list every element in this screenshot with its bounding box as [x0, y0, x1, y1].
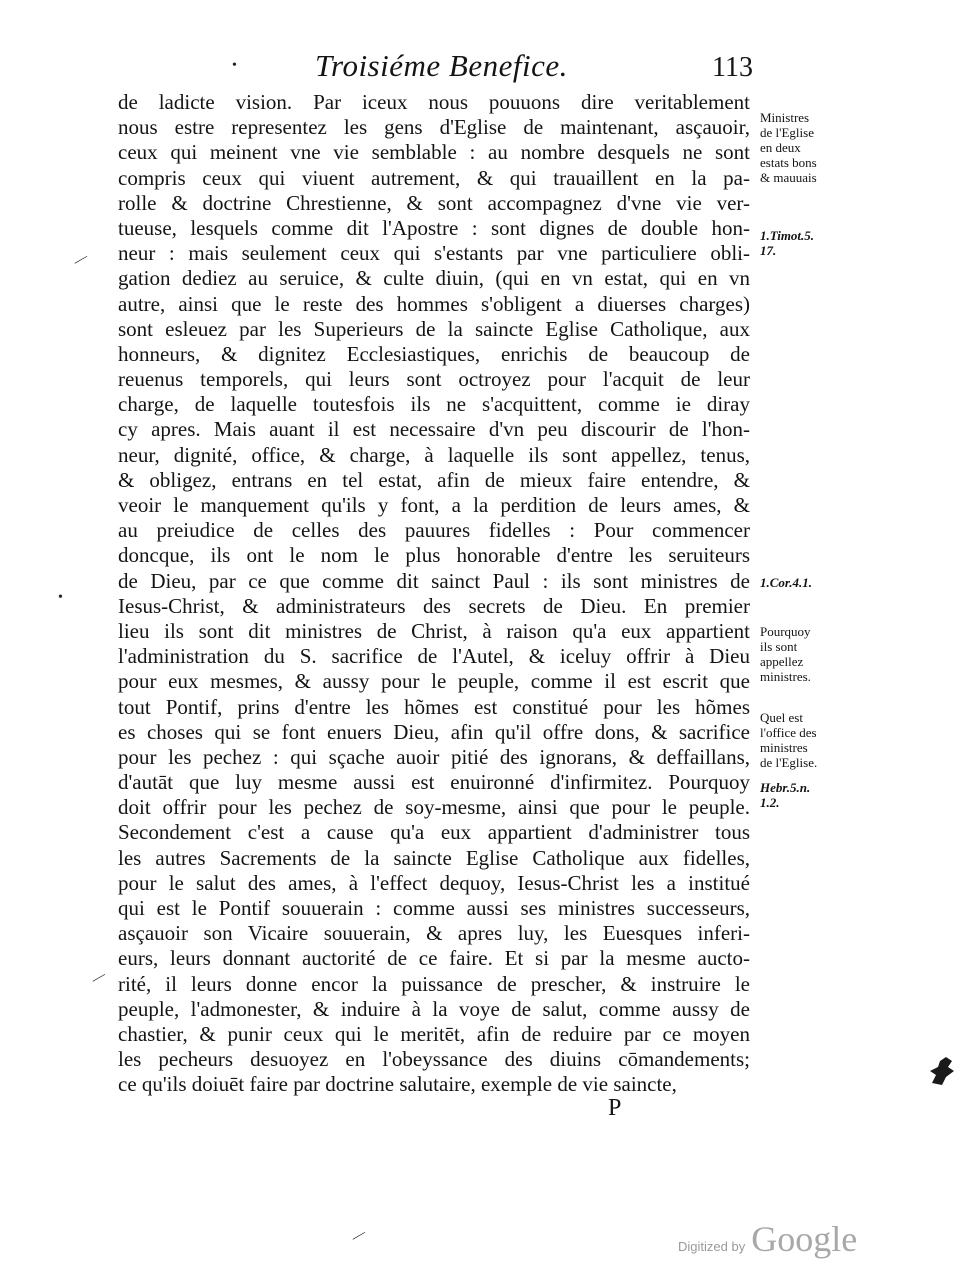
- margin-note-ministres-eglise: Ministres de l'Eglise en deux estats bons & mauuais: [760, 110, 817, 185]
- text-line: eurs, leurs donnant auctorité de ce faire. Et si par la mesme aucto-: [118, 946, 750, 971]
- text-line: charge, de laquelle toutesfois ils ne s'acquittent, comme ie diray: [118, 392, 750, 417]
- text-line: au preiudice de celles des pauures fidelles : Pour commencer: [118, 518, 750, 543]
- text-line: doit offrir pour les pechez de soy-mesme, ainsi que pour le peuple.: [118, 795, 750, 820]
- dash-mark: —: [88, 967, 109, 988]
- text-line: nous estre representez les gens d'Eglise de maintenant, asçauoir,: [118, 115, 750, 140]
- text-line: tout Pontif, prins d'entre les hõmes est constitué pour les hõmes: [118, 694, 750, 719]
- text-line: cy apres. Mais auant il est necessaire d'vn peu discourir de l'hon-: [118, 417, 750, 442]
- dot-mark: •: [232, 58, 237, 73]
- text-line: l'administration du S. sacrifice de l'Autel, & iceluy offrir à Dieu: [118, 644, 750, 669]
- text-line: sont esleuez par les Superieurs de la saincte Eglise Catholique, aux: [118, 316, 750, 341]
- margin-note-ref-timot: 1.Timot.5. 17.: [760, 228, 815, 258]
- text-line: les autres Sacrements de la saincte Eglise Catholique aux fidelles,: [118, 845, 750, 870]
- text-line: de Dieu, par ce que comme dit sainct Paul : ils sont ministres de: [118, 568, 750, 593]
- text-line: pour le salut des ames, à l'effect dequoy, Iesus-Christ les a institué: [118, 870, 750, 895]
- text-line: qui est le Pontif souuerain : comme aussi ses ministres successeurs,: [118, 896, 750, 920]
- dot-mark: •: [58, 590, 63, 605]
- text-line: neur : mais seulement ceux qui s'estants par vne particuliere obli-: [118, 241, 750, 266]
- text-line: & obligez, entrans en tel estat, afin de mieux faire entendre, &: [118, 467, 750, 492]
- text-line: rité, il leurs donne encor la puissance de prescher, & instruire le: [118, 971, 750, 996]
- margin-note-ref-hebr: Hebr.5.n. 1.2.: [760, 780, 811, 810]
- margin-note-ref-cor: 1.Cor.4.1.: [760, 575, 813, 590]
- digitized-watermark: [678, 1218, 857, 1260]
- text-line: honneurs, & dignitez Ecclesiastiques, enrichis de beaucoup de: [118, 341, 750, 366]
- running-title: Troisiéme Benefice.: [315, 48, 568, 83]
- text-line: compris ceux qui viuent autrement, & qui trauaillent en la pa-: [118, 165, 750, 190]
- text-line: es choses qui se font enuers Dieu, afin qu'il offre dons, & sacrifice: [118, 719, 750, 744]
- dash-mark: —: [70, 249, 91, 270]
- page-header: [0, 44, 967, 90]
- margin-note-quel-office: Quel est l'office des ministres de l'Eglise.: [760, 710, 818, 770]
- body-text: [118, 90, 750, 1098]
- text-line: gation dediez au seruice, & culte diuin, (qui en vn estat, qui en vn: [118, 266, 750, 291]
- text-line: autre, ainsi que le reste des hommes s'obligent a diuerses charges): [118, 291, 750, 316]
- text-line: peuple, l'admonester, & induire à la voye de salut, comme aussy de: [118, 996, 750, 1021]
- text-line: veoir le manquement qu'ils y font, a la perdition de leurs ames, &: [118, 493, 750, 517]
- page-number: 113: [712, 52, 753, 83]
- signature-mark: P: [608, 1095, 622, 1121]
- margin-note-pourquoy: Pourquoy ils sont appellez ministres.: [760, 624, 811, 684]
- text-line: Secondement c'est a cause qu'a eux appartient d'administrer tous: [118, 820, 750, 845]
- text-line: rolle & doctrine Chrestienne, & sont accompagnez d'vne vie ver-: [118, 190, 750, 215]
- text-line: d'autāt que luy mesme aussi est enuironné d'infirmitez. Pourquoy: [118, 770, 750, 795]
- text-line: chastier, & punir ceux qui le meritēt, afin de reduire par ce moyen: [118, 1021, 750, 1046]
- text-line: ce qu'ils doiuēt faire par doctrine salutaire, exemple de vie saincte,: [118, 1072, 677, 1097]
- text-line: ceux qui meinent vne vie semblable : au nombre desquels ne sont: [118, 140, 750, 165]
- text-line: doncque, ils ont le nom le plus honorable d'entre les seruiteurs: [118, 543, 750, 568]
- text-line: Iesus-Christ, & administrateurs des secrets de Dieu. En premier: [118, 593, 750, 618]
- text-line: les pecheurs desuoyez en l'obeyssance des diuins cōmandements;: [118, 1047, 750, 1072]
- ink-smudge: [928, 1055, 956, 1087]
- text-line: lieu ils sont dit ministres de Christ, à raison qu'a eux appartient: [118, 618, 750, 643]
- text-line: tueuse, lesquels comme dit l'Apostre : sont dignes de double hon-: [118, 215, 750, 240]
- text-line: neur, dignité, office, & charge, à laquelle ils sont appellez, tenus,: [118, 442, 750, 467]
- digitized-label: Digitized by: [678, 1239, 746, 1254]
- text-line: pour les pechez : qui sçache auoir pitié des ignorans, & deffaillans,: [118, 744, 750, 769]
- text-line: de ladicte vision. Par iceux nous pouuons dire veritablement: [118, 90, 750, 114]
- text-line: reuenus temporels, qui leurs sont octroyez pour l'acquit de leur: [118, 367, 750, 392]
- google-logo: Google: [751, 1219, 858, 1259]
- text-line: asçauoir son Vicaire souuerain, & apres luy, les Euesques inferi-: [118, 921, 750, 946]
- text-line: pour eux mesmes, & aussy pour le peuple, comme il est escrit que: [118, 669, 750, 694]
- dash-mark: —: [348, 1225, 369, 1246]
